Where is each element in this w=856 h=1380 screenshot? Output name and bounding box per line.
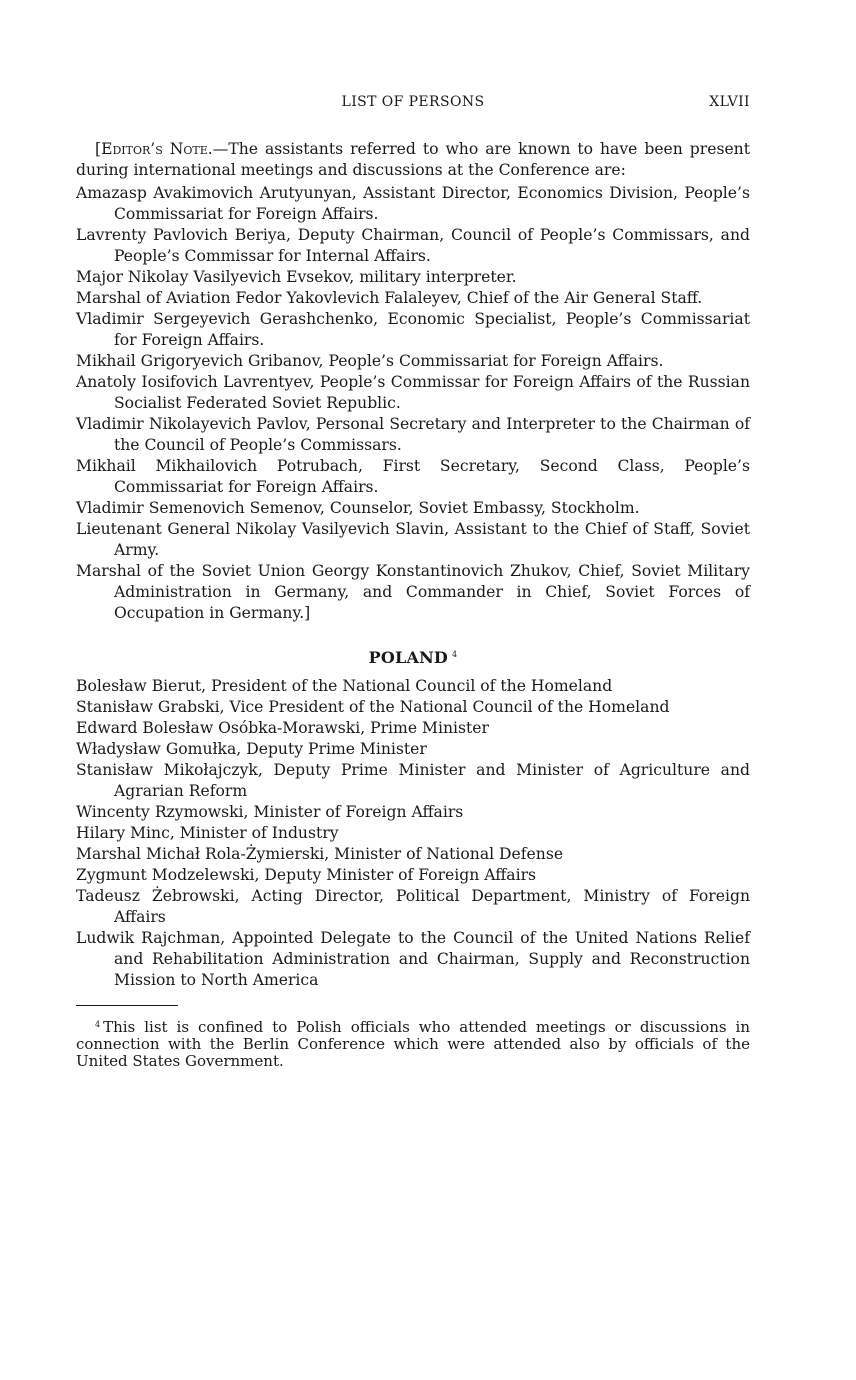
editors-note-open-bracket: [ (95, 140, 102, 158)
list-item: Major Nikolay Vasilyevich Evsekov, military interpreter. (76, 268, 517, 286)
running-head-title: LIST OF PERSONS (341, 94, 485, 110)
list-item: Lavrenty Pavlovich Beriya, Deputy Chairman, Council of People’s Commissars, and People’s Commissar for Internal Affairs. (76, 226, 750, 265)
list-item: Lieutenant General Nikolay Vasilyevich Slavin, Assistant to the Chief of Staff, Soviet Army. (76, 520, 750, 559)
list-item: Vladimir Semenovich Semenov, Counselor, Soviet Embassy, Stockholm. (76, 499, 640, 517)
section-heading-poland (76, 644, 750, 668)
list-item: Wincenty Rzymowski, Minister of Foreign Affairs (76, 803, 464, 821)
list-item: Marshal of the Soviet Union Georgy Konstantinovich Zhukov, Chief, Soviet Military Administration in Germany, and Commander in Chief, Soviet Forces of Occupation in Germany.] (76, 562, 750, 622)
list-item: Edward Bolesław Osóbka-Morawski, Prime Minister (76, 719, 489, 737)
editors-note-text: .—The assistants referred to who are known to have been present during international meetings and discussions at the Conference are: (76, 140, 750, 179)
list-item: Mikhail Grigoryevich Gribanov, People’s Commissariat for Foreign Affairs. (76, 352, 664, 370)
footnote-text: This list is confined to Polish officials who attended meetings or discussions in connection with the Berlin Conference which were attended also by officials of the United States Government. (76, 1018, 750, 1070)
page-number: XLVII (709, 94, 750, 110)
list-item: Vladimir Nikolayevich Pavlov, Personal Secretary and Interpreter to the Chairman of the Council of People’s Commissars. (76, 415, 750, 454)
footnote-marker: 4 (95, 1020, 101, 1029)
list-item: Stanisław Mikołajczyk, Deputy Prime Minister and Minister of Agriculture and Agrarian Reform (76, 761, 750, 800)
list-item: Tadeusz Żebrowski, Acting Director, Political Department, Ministry of Foreign Affairs (76, 887, 750, 926)
list-item: Hilary Minc, Minister of Industry (76, 824, 339, 842)
poland-list (76, 676, 750, 991)
editors-note (76, 139, 750, 181)
list-item: Władysław Gomułka, Deputy Prime Minister (76, 740, 427, 758)
running-head (76, 94, 750, 114)
list-item: Vladimir Sergeyevich Gerashchenko, Economic Specialist, People’s Commissariat for Foreign Affairs. (76, 310, 750, 349)
soviet-assistants-list (76, 183, 750, 624)
list-item: Marshal Michał Rola-Żymierski, Minister of National Defense (76, 845, 564, 863)
footnote-divider (76, 1005, 178, 1006)
list-item: Zygmunt Modzelewski, Deputy Minister of Foreign Affairs (76, 866, 537, 884)
editors-note-label: Editor’s Note (101, 140, 208, 158)
list-item: Bolesław Bierut, President of the National Council of the Homeland (76, 677, 613, 695)
list-item: Mikhail Mikhailovich Potrubach, First Secretary, Second Class, People’s Commissariat for Foreign Affairs. (76, 457, 750, 496)
section-heading-text: POLAND (368, 648, 449, 667)
list-item: Amazasp Avakimovich Arutyunyan, Assistant Director, Economics Division, People’s Commissariat for Foreign Affairs. (76, 184, 750, 223)
footnote-reference: 4 (452, 650, 458, 659)
list-item: Marshal of Aviation Fedor Yakovlevich Falaleyev, Chief of the Air General Staff. (76, 289, 703, 307)
list-item: Stanisław Grabski, Vice President of the National Council of the Homeland (76, 698, 670, 716)
footnote (76, 1016, 750, 1070)
list-item: Ludwik Rajchman, Appointed Delegate to the Council of the United Nations Relief and Rehabilitation Administration and Chairman, Supply and Reconstruction Mission to North America (76, 929, 750, 989)
body-text (76, 139, 750, 1070)
list-item: Anatoly Iosifovich Lavrentyev, People’s Commissar for Foreign Affairs of the Russian Socialist Federated Soviet Republic. (76, 373, 750, 412)
